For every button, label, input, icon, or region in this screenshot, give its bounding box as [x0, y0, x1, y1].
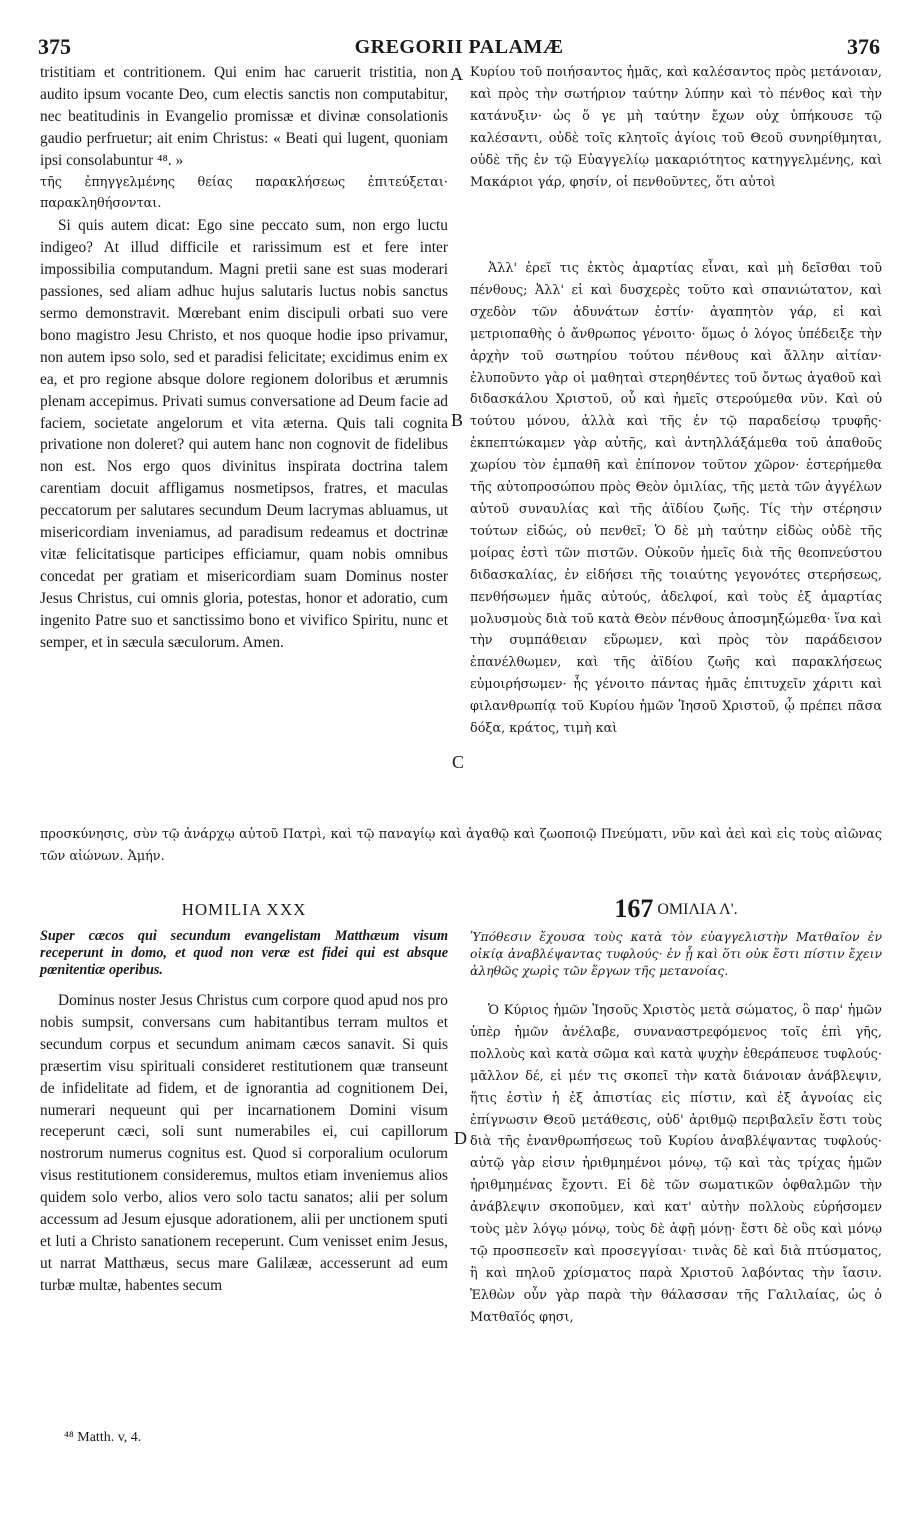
- homily-greek-heading: [470, 894, 882, 924]
- latin-paragraph: Si quis autem dicat: Ego sine peccato sum, non ergo luctu indigeo? At illud difficile et rarissimum est et fere inter impossibilia computandum. Magni pretii sane est suas moderari passiones, sed aliam adhuc hujus salutaris luctus nobis sanctus sermo demonstravit. Mœrebant enim discipuli orbati suo vere bono magistro Jesu Christo, et nos quoque hodie ipso privamur, non autem ipso solo, sed et paradisi felicitate; excidimus enim ex ea, et pro regione absque dolore regionem doloribus et ærumnis plenam accepimus. Privati sumus conversatione ad Deum facie ad faciem, societate angelorum et vita æterna. Quis tali cognita privatione non doleret? qui autem hanc non cognovit de fidelibus non est. Nos ergo quos divinitus inspirata doctrina talem carentiam docuit affligamus nosmetipsos, fratres, et maculas peccatorum per salutares secundum Deum lacrymas abluamus, ut misericordiam inveniamus, ad paradisum redeamus et doctrinæ vitæ felicitatisque participes efficiamur, quam nobis omnibus concedat per gratiam et misericordiam suam Dominus noster Jesus Christus, cui omnis gloria, potestas, honor et adoratio, cum ingenito Patre suo et sanctissimo bono et vivifico Spiritu, nunc et semper, et in sæcula sæculorum. Amen.: [40, 217, 448, 651]
- greek-column-upper-p2: [470, 258, 882, 864]
- page-number-left: 375: [38, 34, 71, 59]
- greek-paragraph: Ἀλλ' ἐρεῖ τις ἐκτὸς ἁμαρτίας εἶναι, καὶ μὴ δεῖσθαι τοῦ πένθους; Ἀλλ' εἰ καὶ δυσχερὲς τοῦτο καὶ σπανιώτατον, καὶ σχεδὸν τῶν ἀδυνάτων ἐστίν· ἀγαπητὸν γάρ, εἰ καὶ μετριοπαθὴς ὁ ἄνθρωπος γένοιτο· ὅμως ὁ λόγος ὑπέδειξε τὴν ἀρχὴν τοῦ σωτηρίου τούτου πένθους καὶ ἄλλην αἰτίαν· ἐλυποῦντο γὰρ οἱ μαθηταὶ στερηθέντες τοῦ ὄντως ἀγαθοῦ καὶ διδασκάλου Χριστοῦ, οὗ καὶ ἡμεῖς στερούμεθα νῦν. Καὶ οὐ τούτου μόνου, ἀλλὰ καὶ τῆς ἐν τῷ παραδείσῳ τρυφῆς· ἐκπεπτώκαμεν γὰρ αὐτῆς, καὶ ἀντηλλάξάμεθα τοῦ ἀπαθοῦς χωρίου τὸν ἐμπαθῆ καὶ ἐπίπονον τοῦτον χῶρον· ἐστερήμεθα τῆς αὐτοπροσώπου πρὸς Θεὸν ὁμιλίας, τῆς μετὰ τῶν ἀγγέλων αὐτοῦ συναυλίας καὶ τῆς ἀϊδίου ζωῆς. Τίς τὴν στέρησιν τούτων εἰδώς, οὐ πενθεῖ; Ὁ δὲ μὴ ταύτην εἰδὼς οὐδὲ τῆς μοίρας ἐστὶ τῶν πιστῶν. Οὐκοῦν ἡμεῖς διὰ τῆς θεοπνεύστου διδασκαλίας, ἐν εἰδήσει τῆς τοιαύτης γεγονότες στερήσεως, πενθήσωμεν ἡμᾶς αὐτούς, ἀδελφοί, καὶ τοὺς ἐξ ἁμαρτίας μολυσμοὺς διὰ τοῦ κατὰ Θεὸν πένθους ἀποσμηξώμεθα· ἵνα καὶ τὴν συμπάθειαν εὕρωμεν, καὶ πρὸς τὸν παράδεισον ἐπανέλθωμεν, καὶ τῆς ἀϊδίου ζωῆς καὶ παρακλήσεως εὐμοιρήσωμεν· ἧς γένοιτο πάντας ἡμᾶς ἐπιτυχεῖν χάριτι καὶ φιλανθρωπίᾳ τοῦ Κυρίου ἡμῶν Ἰησοῦ Χριστοῦ, ᾧ πρέπει πᾶσα δόξα, κράτος, τιμὴ καὶ: [470, 261, 882, 737]
- margin-marker-b: B: [451, 410, 464, 430]
- homily-latin-title: HOMILIA XXX: [181, 900, 307, 919]
- latin-inline-greek: τῆς ἐπηγγελμένης θείας παρακλήσεως ἐπιτεύξεται· παρακληθήσονται.: [40, 174, 448, 212]
- margin-marker-d: D: [454, 1128, 467, 1148]
- spanning-greek-line: προσκύνησις, σὺν τῷ ἀνάρχῳ αὐτοῦ Πατρὶ, καὶ τῷ παναγίῳ καὶ ἀγαθῷ καὶ ζωοποιῷ Πνεύματι, νῦν καὶ ἀεὶ καὶ εἰς τοὺς αἰῶνας τῶν αἰώνων. Ἀμήν.: [40, 827, 882, 864]
- greek-column-upper-p1: [470, 62, 882, 258]
- greek-column-lower: [470, 1000, 882, 1420]
- margin-marker-c: C: [452, 752, 465, 772]
- latin-paragraph: tristitiam et contritionem. Qui enim hac caruerit tristitia, non audito ipsum vocante Deo, cum electis sanctis non computabitur, nec beatitudinis in Evangelio promissæ et divinæ consolationis gaudio perfruetur; ait enim Christus: « Beati qui lugent, quoniam ipsi consolabuntur ⁴⁸. »: [40, 64, 448, 169]
- page-number-right: 376: [847, 34, 880, 59]
- greek-homily-body: Ὁ Κύριος ἡμῶν Ἰησοῦς Χριστὸς μετὰ σώματος, ὃ παρ' ἡμῶν ὑπὲρ ἡμῶν ἀνέλαβε, συναναστρεφόμενος τοῖς ἐπὶ γῆς, πολλοὺς καὶ κατὰ σῶμα καὶ κατὰ ψυχὴν ἐθεράπευσε τυφλούς· μᾶλλον δέ, εἰ μέν τις σκοπεῖ τὴν κατὰ διάνοιαν ἀνάβλεψιν, ἥτις ἐστὶν ἡ ἐξ ἀπιστίας εἰς πίστιν, καὶ ἐξ ἀγνοίας εἰς ἐπίγνωσιν Θεοῦ μετάθεσις, οὐδ' ἀριθμῷ περιβαλεῖν ἔστι τοὺς διὰ τῆς ἐνανθρωπήσεως τοῦ Κυρίου ἀναβλέψαντας τυφλούς· αὐτῷ γὰρ εἰσιν ἠριθμημένοι μόνῳ, τῷ καὶ τὰς τρίχας ἡμῶν ἠριθμημένας ἔχοντι. Εἰ δὲ τῶν σωματικῶν ὀφθαλμῶν τὴν ἀνάβλεψιν σκοποῦμεν, καὶ κατ' αὐτὴν πολλοὺς εὑρήσομεν τοὺς μὲν λόγῳ μόνῳ, τοὺς δὲ ἁφῇ μόνῃ· ἔστι δὲ οὓς καὶ μόνῳ τῷ προσπεσεῖν καὶ προσεγγίσαι· τινὰς δὲ καὶ διὰ πτύσματος, ἢ καὶ πηλοῦ χρίσματος παρὰ Χριστοῦ λαβόντας τὴν ἴασιν. Ἐλθὼν οὖν γὰρ παρὰ τὴν θάλασσαν τῆς Γαλιλαίας, ὡς ὁ Ματθαῖός φησι,: [470, 1003, 882, 1325]
- latin-homily-body: Dominus noster Jesus Christus cum corpore quod apud nos pro nobis sumpsit, conversans cum habitantibus terram multos et secundum corpus et secundum animam cæcos sanavit. Si quis præsertim visu spirituali consideret restitutionem quæ transeunt de infidelitate ad fidem, et de ignorantia ad cognitionem Dei, numerari nequeunt qui per incarnationem Domini visum receperunt cæci, soli sunt numerabiles ei, cui capillorum nostrorum numerus cognitus est. Quod si corporalium oculorum visus restitutionem consideremus, multos etiam inveniemus alios quidem solo verbo, alios vero solo tactu sanatos; alii per solum accessum ad Jesum ejusque adorationem, alii per unctionem sputi et luti a Christo sanationem receperunt. Cum venisset enim Jesus, ut narrat Matthæus, secus mare Galilææ, accesserunt ad eum turbæ multæ, habentes secum: [40, 992, 448, 1294]
- latin-column-lower: [40, 990, 448, 1410]
- homily-greek-number: 167: [614, 894, 654, 923]
- page-header: [38, 30, 880, 60]
- latin-column-upper: [40, 62, 448, 822]
- homily-latin-subtitle: Super cæcos qui secundum evangelistam Matthæum visum receperunt in domo, et quod non veræ est fidei qui est absque pœnitentiæ operibus.: [40, 928, 448, 978]
- margin-marker-a: A: [450, 64, 463, 84]
- homily-greek-title: ΟΜΙΛΙΑ Λ'.: [657, 901, 738, 918]
- homily-greek-subtitle: Ὑπόθεσιν ἔχουσα τοὺς κατὰ τὸν εὐαγγελιστὴν Ματθαῖον ἐν οἰκίᾳ ἀναβλέψαντας τυφλούς· ἐν ᾗ καὶ ὅτι οὐκ ἔστι πίστιν ἔχειν ἀληθῶς χωρὶς τῶν ἔργων τῆς μετανοίας.: [470, 929, 882, 978]
- running-title: GREGORII PALAMÆ: [354, 36, 564, 58]
- greek-paragraph: Κυρίου τοῦ ποιήσαντος ἡμᾶς, καὶ καλέσαντος πρὸς μετάνοιαν, καὶ πρὸς τὴν σωτήριον ταύτην λύπην καὶ τὸ πένθος καὶ τὴν κατάνυξιν· ὡς ὅ γε μὴ ταύτην ἔχων οὐχ ὑπήκουσε τῷ καλέσαντι, οὐδὲ τοῖς κλητοῖς ἁγίοις τοῦ Θεοῦ συνηρίθμηται, οὐδὲ τῆς ἐν τῷ Εὐαγγελίῳ μακαριότητος κατηγγελμένης, καὶ Μακάριοι γάρ, φησίν, οἱ πενθοῦντες, ὅτι αὐτοὶ: [470, 65, 882, 190]
- footnote: ⁴⁸ Matth. v, 4.: [64, 1430, 142, 1445]
